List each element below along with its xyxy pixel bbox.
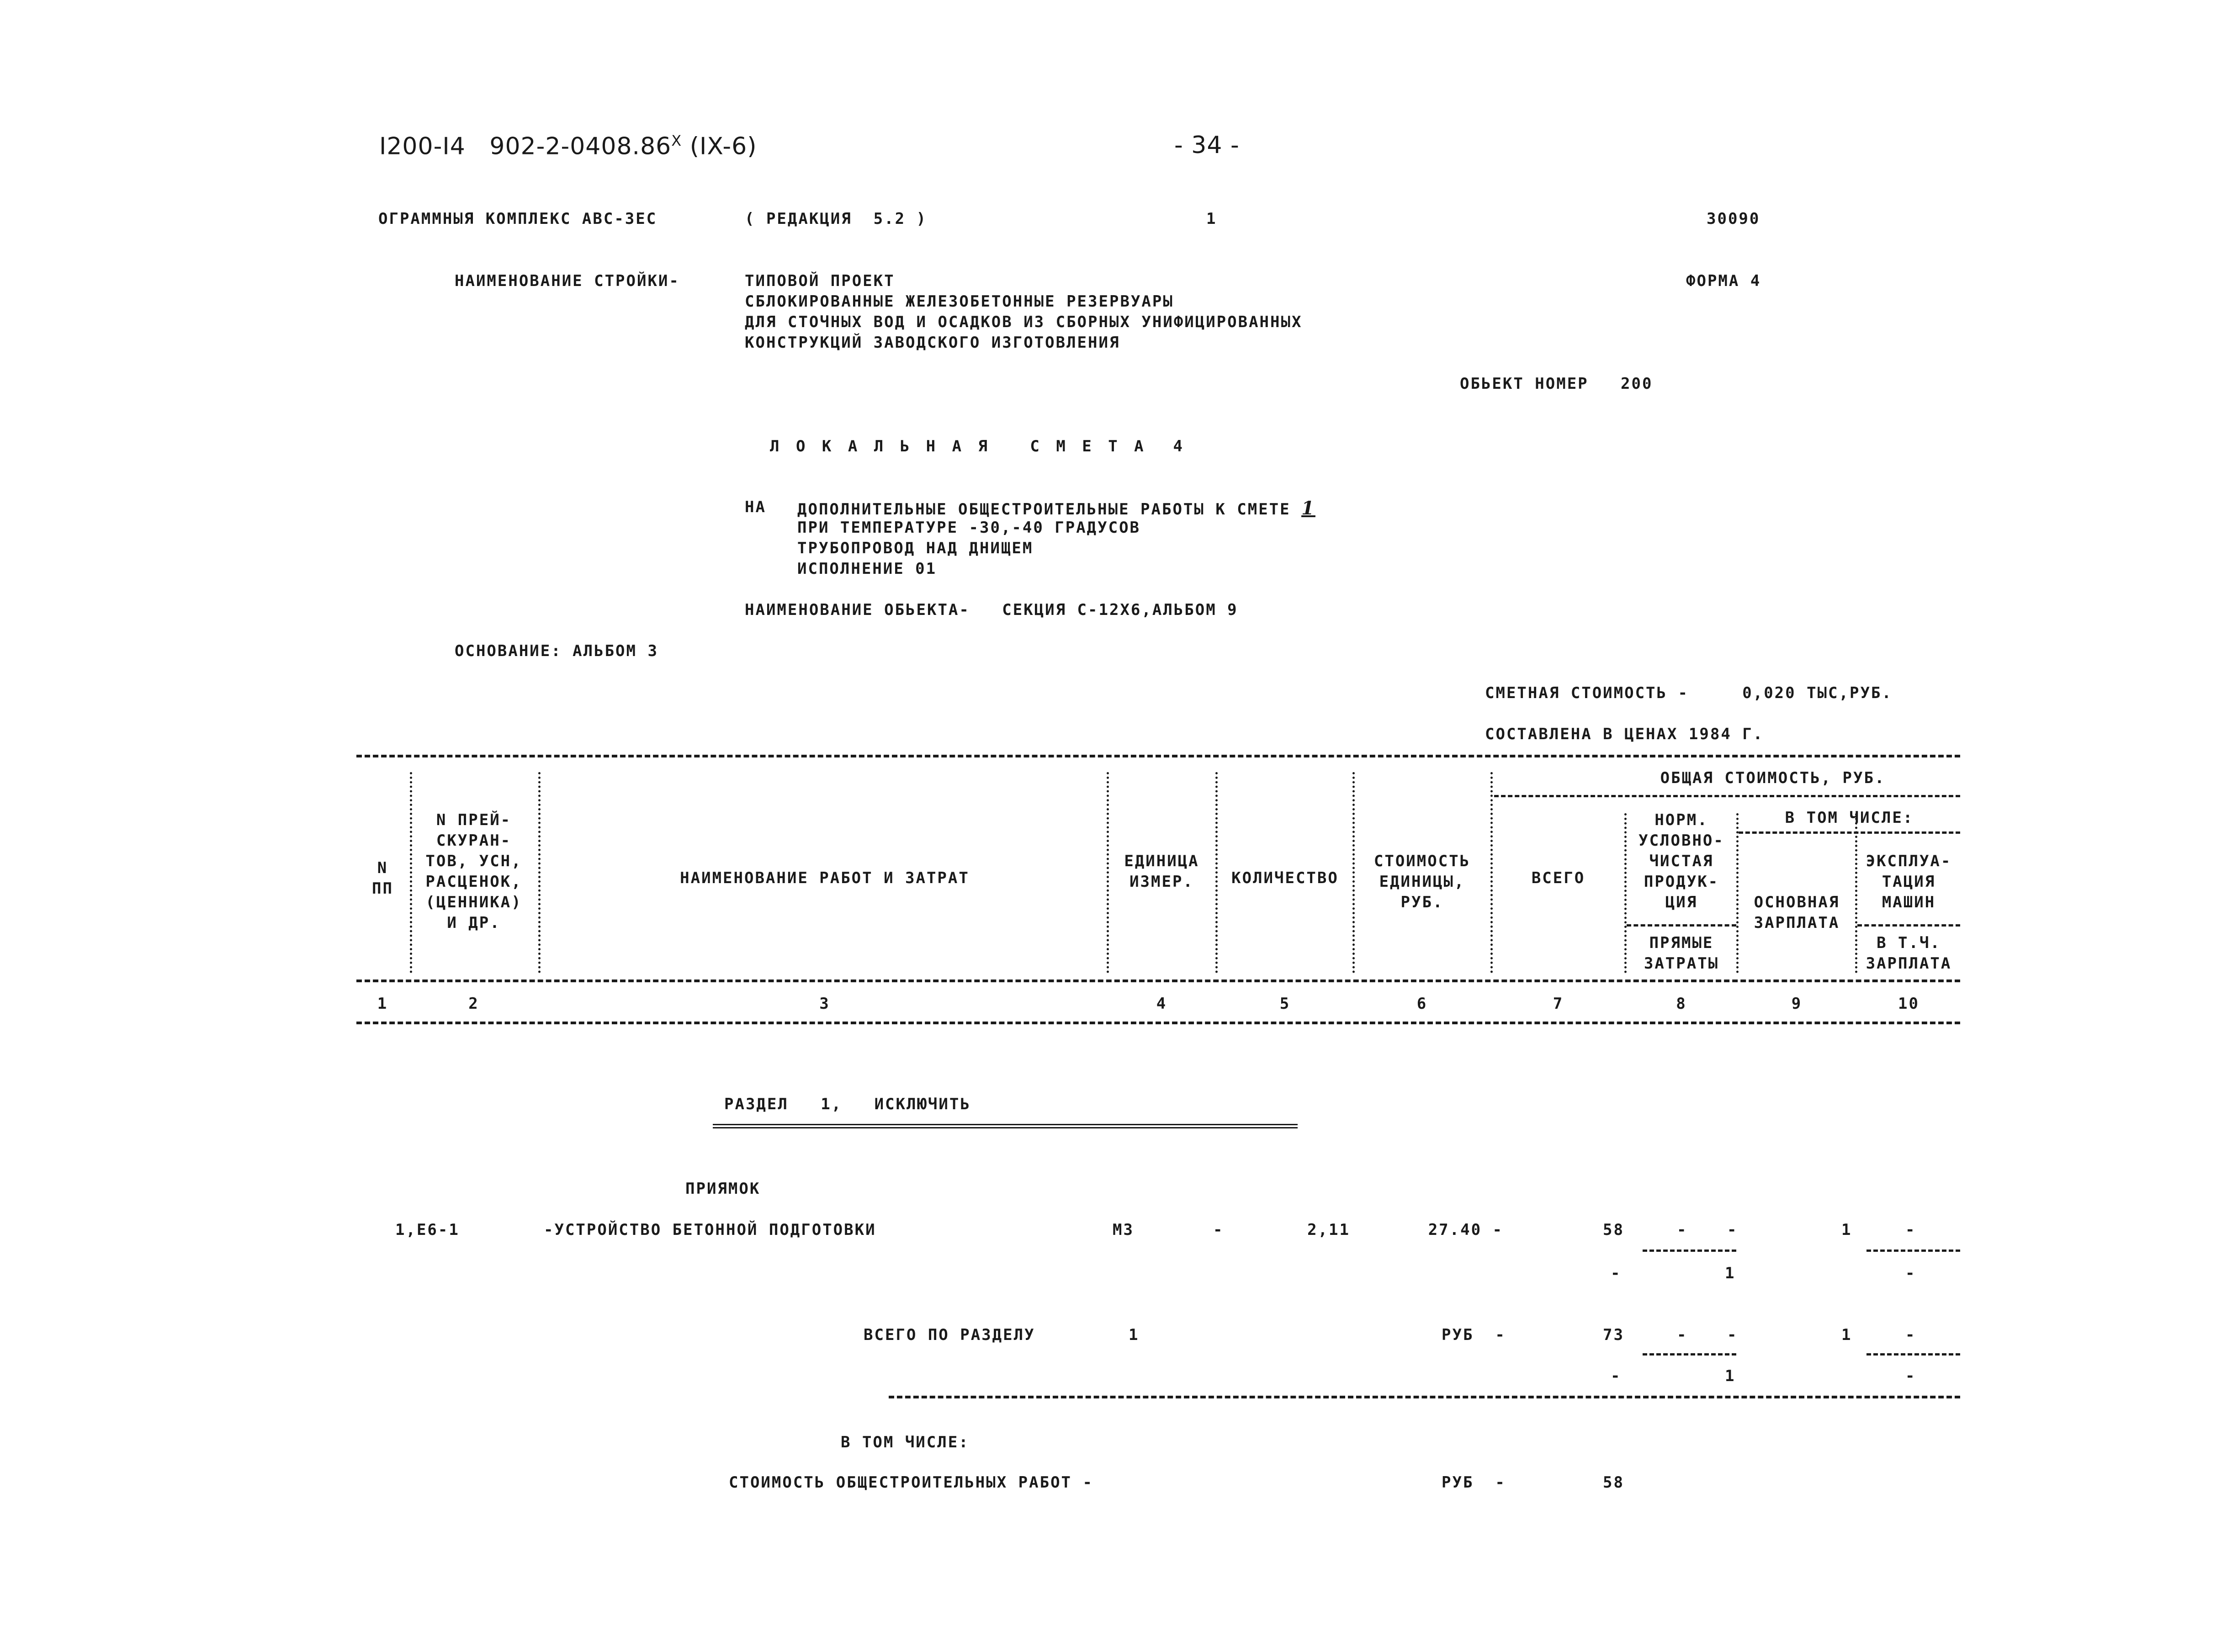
row-code: 1,Е6-1: [395, 1221, 460, 1239]
row-machines-dash: -: [1905, 1221, 1916, 1239]
construction-line-4: КОНСТРУКЦИЙ ЗАВОДСКОГО ИЗГОТОВЛЕНИЯ: [745, 334, 1120, 352]
col-number-10: 10: [1898, 995, 1919, 1013]
subtotal-total: 73: [1603, 1326, 1624, 1344]
row-total: 58: [1603, 1221, 1624, 1239]
col-number-9: 9: [1791, 995, 1803, 1013]
construction-line-2: СБЛОКИРОВАННЫЕ ЖЕЛЕЗОБЕТОННЫЕ РЕЗЕРВУАРЫ: [745, 292, 1174, 311]
construction-line-3: ДЛЯ СТОЧНЫХ ВОД И ОСАДКОВ ИЗ СБОРНЫХ УНИФИЦИРОВАННЫХ: [745, 313, 1303, 331]
subtotal-machines-dash: -: [1905, 1326, 1916, 1344]
page-number: - 34 -: [1174, 132, 1240, 159]
edition: ( РЕДАКЦИЯ 5.2 ): [745, 210, 927, 228]
col-number-7: 7: [1553, 995, 1564, 1013]
col-header-machine-wage: В Т.Ч. ЗАРПЛАТА: [1866, 934, 1952, 973]
purpose-line-4: ИСПОЛНЕНИЕ 01: [797, 560, 937, 578]
table-top-rule: [356, 755, 1960, 757]
col-number-1: 1: [377, 995, 388, 1013]
col-header-direct: ПРЯМЫЕ ЗАТРАТЫ: [1644, 934, 1719, 973]
col-header-qty: КОЛИЧЕСТВО: [1231, 869, 1339, 887]
basis: ОСНОВАНИЕ: АЛЬБОМ 3: [455, 642, 658, 660]
row-wage: 1: [1725, 1264, 1736, 1282]
col-number-6: 6: [1416, 995, 1428, 1013]
purpose-label: НА: [745, 498, 766, 516]
sheet-number: 1: [1206, 210, 1217, 228]
subtotal-norm-underline: [1643, 1353, 1736, 1355]
col-separator: [538, 772, 541, 973]
col-separator: [1490, 772, 1493, 973]
subtotal-machines-underline: [1866, 1353, 1960, 1355]
total-cost-group-header: ОБЩАЯ СТОИМОСТЬ, РУБ.: [1660, 769, 1886, 787]
subtotal-wage: 1: [1725, 1367, 1736, 1385]
estimated-cost: СМЕТНАЯ СТОИМОСТЬ - 0,020 ТЫС,РУБ.: [1485, 684, 1893, 702]
row-quantity: 2,11: [1307, 1221, 1350, 1239]
col-number-2: 2: [468, 995, 479, 1013]
header-bottom-rule: [356, 980, 1960, 982]
object-name: НАИМЕНОВАНИЕ ОБЬЕКТА- СЕКЦИЯ С-12Х6,АЛЬБОМ 9: [745, 601, 1238, 619]
col-header-machines: ЭКСПЛУА- ТАЦИЯ МАШИН: [1866, 852, 1952, 911]
construction-label: НАИМЕНОВАНИЕ СТРОЙКИ-: [455, 272, 680, 290]
subtotal-norm: -: [1677, 1326, 1688, 1344]
row-norm-2: -: [1727, 1221, 1738, 1239]
included-group-header: В ТОМ ЧИСЛЕ:: [1785, 809, 1914, 827]
row-unit: М3: [1113, 1221, 1134, 1239]
row-direct: -: [1611, 1264, 1622, 1282]
purpose-line-3: ТРУБОПРОВОД НАД ДНИЩЕМ: [797, 539, 1034, 557]
col-header-unit: ЕДИНИЦА ИЗМЕР.: [1124, 852, 1199, 891]
subtotal-label: ВСЕГО ПО РАЗДЕЛУ: [864, 1326, 1035, 1344]
including-label: В ТОМ ЧИСЛЕ:: [841, 1433, 970, 1451]
row-name: -УСТРОЙСТВО БЕТОННОЙ ПОДГОТОВКИ: [544, 1221, 876, 1239]
row-unit-dash: -: [1213, 1221, 1224, 1239]
row-unit-price: 27.40 -: [1428, 1221, 1503, 1239]
machines-split-rule: [1857, 924, 1960, 927]
subtotal-machines: 1: [1841, 1326, 1852, 1344]
col-header-code: N ПРЕЙ- СКУРАН- ТОВ, УСН, РАСЦЕНОК, (ЦЕННИКА) И ДР.: [425, 811, 522, 932]
row-machines: 1: [1841, 1221, 1852, 1239]
subtotal-direct: -: [1611, 1367, 1622, 1385]
numbers-bottom-rule: [356, 1022, 1960, 1024]
col-number-8: 8: [1676, 995, 1687, 1013]
col-header-wage: ОСНОВНАЯ ЗАРПЛАТА: [1754, 893, 1840, 932]
document-code: 30090: [1707, 210, 1760, 228]
col-header-n: N ПП: [372, 859, 393, 898]
subtotal-norm-2: -: [1727, 1326, 1738, 1344]
form-number: ФОРМА 4: [1686, 272, 1761, 290]
purpose-line-2: ПРИ ТЕМПЕРАТУРЕ -30,-40 ГРАДУСОВ: [797, 519, 1141, 537]
row-norm-underline: [1643, 1250, 1736, 1252]
general-works-total: 58: [1603, 1473, 1624, 1492]
group-underline: [1494, 795, 1960, 797]
subtotal-machine-wage: -: [1905, 1367, 1916, 1385]
document-reference: I200-I4 $902-2-0408.86^X$ (IX-6): [379, 132, 757, 160]
purpose-ref-handwritten: 1: [1301, 498, 1315, 519]
col-number-3: 3: [819, 995, 830, 1013]
purpose-line-1: ДОПОЛНИТЕЛЬНЫЕ ОБЩЕСТРОИТЕЛЬНЫЕ РАБОТЫ К СМЕТЕ 1: [797, 498, 1315, 519]
reference-superscript: X: [671, 132, 682, 149]
row-machine-wage: -: [1905, 1264, 1916, 1282]
col-header-total: ВСЕГО: [1531, 869, 1585, 887]
section-subtitle: ПРИЯМОК: [685, 1180, 761, 1198]
construction-line-1: ТИПОВОЙ ПРОЕКТ: [745, 272, 895, 290]
col-number-5: 5: [1279, 995, 1291, 1013]
object-number: ОБЬЕКТ НОМЕР 200: [1460, 375, 1653, 393]
section-title-underline: [713, 1124, 1298, 1128]
smeta-title: Л О К А Л Ь Н А Я С М Е Т А 4: [770, 437, 1187, 455]
col-header-norm: НОРМ. УСЛОВНО- ЧИСТАЯ ПРОДУК- ЦИЯ: [1638, 811, 1724, 911]
included-underline: [1739, 831, 1960, 834]
row-machines-underline: [1866, 1250, 1960, 1252]
general-works-unit: РУБ -: [1442, 1473, 1506, 1492]
section-title: РАЗДЕЛ 1, ИСКЛЮЧИТЬ: [724, 1095, 971, 1113]
subtotal-bottom-rule: [889, 1396, 1960, 1398]
col-number-4: 4: [1156, 995, 1167, 1013]
price-basis: СОСТАВЛЕНА В ЦЕНАХ 1984 Г.: [1485, 725, 1764, 743]
norm-split-rule: [1627, 924, 1736, 927]
program-complex: ОГРАММНЫЯ КОМПЛЕКС АВС-ЗЕС: [378, 210, 657, 228]
col-header-name: НАИМЕНОВАНИЕ РАБОТ И ЗАТРАТ: [680, 869, 970, 887]
general-works-label: СТОИМОСТЬ ОБЩЕСТРОИТЕЛЬНЫХ РАБОТ -: [729, 1473, 1093, 1492]
subtotal-section-number: 1: [1129, 1326, 1140, 1344]
col-header-price: СТОИМОСТЬ ЕДИНИЦЫ, РУБ.: [1373, 852, 1471, 911]
row-norm: -: [1677, 1221, 1688, 1239]
subtotal-unit: РУБ -: [1442, 1326, 1506, 1344]
